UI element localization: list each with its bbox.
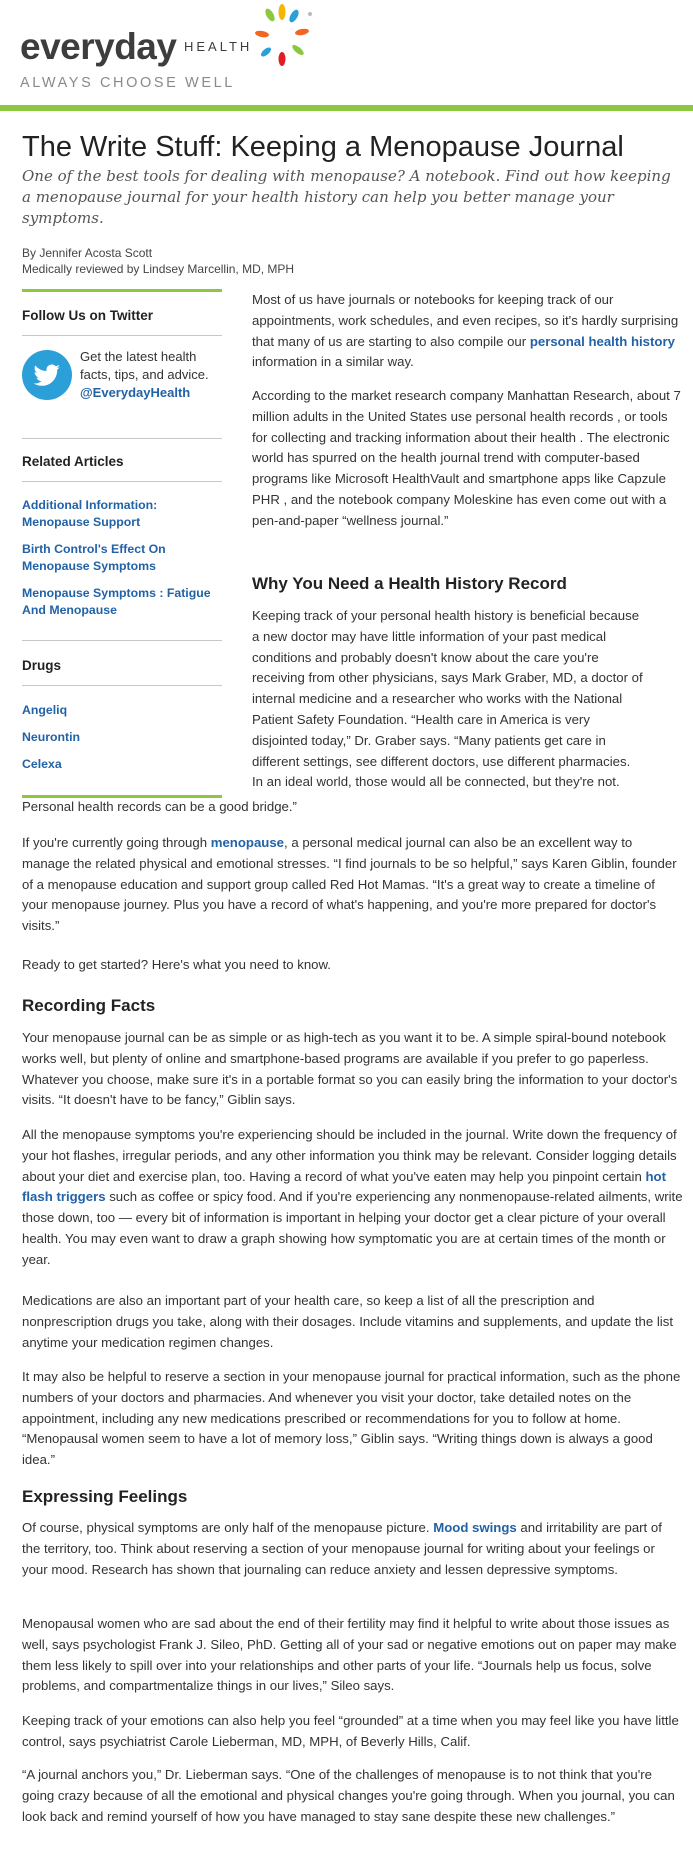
paragraph-text: Of course, physical symptoms are only half of the menopause picture. xyxy=(22,1520,434,1535)
twitter-bird-icon[interactable] xyxy=(22,350,72,400)
section-heading-facts: Recording Facts xyxy=(22,996,156,1015)
paragraph-line: In an ideal world, those would all be connected, but they're not. xyxy=(252,774,620,790)
body-paragraph: It may also be helpful to reserve a section in your menopause journal for practical information, such as the phone numbers of your doctors and pharmacies. And whenever you visit your doctor, take detailed notes on the appointment, including any new medications prescribed or recommendations for you to follow at home. “Menopausal women seem to have a lot of memory loss,” Giblin says. “Writing things down is always a good idea.” xyxy=(22,1369,681,1468)
body-paragraph xyxy=(22,833,680,937)
body-paragraph: Your menopause journal can be as simple or as high-tech as you want it to be. A simple spiral-bound notebook works well, but plenty of online and smartphone-based programs are available if you prefer to go paperless. Whatever you choose, make sure it's in a portable format so you can easily bring the information to your doctor's visits. “It doesn't have to be fancy,” Giblin says. xyxy=(22,1030,678,1108)
site-header xyxy=(0,0,693,104)
paragraph-line: internal medicine and a researcher who works with the National xyxy=(252,691,623,707)
body-paragraph: According to the market research company Manhattan Research, about 7 million adults in the United States use personal health records , or tools for collecting and tracking information about their health . The electronic world has spurred on the health journal trend with computer-based programs like Microsoft HealthVault and smartphone apps like Capzule PHR , and the notebook company Moleskine has even come out with a pen-and-paper “wellness journal.” xyxy=(252,388,681,528)
paragraph-text: such as coffee or spicy food. And if you're experiencing any nonmenopause-related ailments, write those down, too — every bit of information is important in helping your doctor get a clear picture of your overall health. You may even want to draw a graph showing how symptomatic you are at certain times of the month or year. xyxy=(22,1189,683,1267)
body-paragraph xyxy=(22,1518,682,1580)
paragraph-text: , a personal medical journal can also be an excellent way to manage the related physical and emotional stresses. “I find journals to be so helpful,” says Karen Giblin, founder of a menopause education and support group called Red Hot Mamas. “It's a great way to create a timeline of your menopause journey. Plus you have a record of what's happening, and you're more prepared for doctor's visits.” xyxy=(22,835,677,934)
sidebar-divider xyxy=(22,335,222,336)
twitter-heading: Follow Us on Twitter xyxy=(22,308,153,323)
paragraph-text: If you're currently going through xyxy=(22,835,211,850)
body-paragraph: Keeping track of your emotions can also help you feel “grounded” at a time when you may feel like you have little control, says psychiatrist Carole Lieberman, MD, MPH, of Beverly Hills, Calif. xyxy=(22,1713,679,1749)
paragraph-line: disjointed today,” Dr. Graber says. “Many patients get care in xyxy=(252,732,606,748)
body-paragraph xyxy=(252,290,682,373)
related-articles-list xyxy=(22,497,222,619)
twitter-promo-text xyxy=(80,348,222,402)
paragraph-text: All the menopause symptoms you're experiencing should be included in the journal. Write down the frequency of your hot flashes, irregular periods, and any other information you think may be relevant. Consider logging details about your diet and exercise plan, too. Having a record of what you've eaten may help you pinpoint certain xyxy=(22,1127,677,1184)
logo-burst-icon xyxy=(240,2,320,82)
logo-health-text: HEALTH xyxy=(184,39,253,54)
drugs-list xyxy=(22,702,222,773)
twitter-promo xyxy=(22,350,222,438)
related-articles-heading: Related Articles xyxy=(22,454,124,469)
paragraph-line: a new doctor may have little information of your past medical xyxy=(252,628,607,644)
related-article-link[interactable]: Additional Information: Menopause Support xyxy=(22,498,158,529)
body-paragraph-wrap xyxy=(252,606,692,793)
paragraph-line: receiving from other physicians, says Mark Graber, MD, a doctor of xyxy=(252,670,643,686)
twitter-handle-link[interactable]: @EverydayHealth xyxy=(80,385,191,400)
menopause-link[interactable]: menopause xyxy=(210,835,285,850)
hot-flash-triggers-link[interactable]: hot flash triggers xyxy=(22,1168,666,1205)
paragraph-line: Keeping track of your personal health history is beneficial because xyxy=(252,608,640,623)
drug-link[interactable]: Celexa xyxy=(22,757,62,771)
article-title: The Write Stuff: Keeping a Menopause Journal xyxy=(22,131,624,163)
byline xyxy=(22,245,294,277)
personal-health-history-link[interactable]: personal health history xyxy=(529,333,675,349)
drug-link[interactable]: Neurontin xyxy=(22,730,81,744)
paragraph-line: Patient Safety Foundation. “Health care in America is very xyxy=(252,711,590,727)
author: By Jennifer Acosta Scott xyxy=(22,246,153,260)
sidebar xyxy=(22,289,222,798)
sidebar-divider xyxy=(22,438,222,439)
sidebar-divider xyxy=(22,640,222,641)
body-paragraph: Menopausal women who are sad about the end of their fertility may find it helpful to write about those issues as well, says psychologist Frank J. Sileo, PhD. Getting all of your sad or negative emotions out on paper may make them less likely to spill over into your relationships and other parts of your life. “Journals help us focus, solve problems, and compartmentalize things in our lives,” Sileo says. xyxy=(22,1616,677,1694)
body-paragraph xyxy=(22,1125,684,1271)
medical-reviewer: Medically reviewed by Lindsey Marcellin, MD, MPH xyxy=(22,262,295,276)
related-article-link[interactable]: Birth Control's Effect On Menopause Symptoms xyxy=(22,542,166,573)
paragraph-text: information in a similar way. xyxy=(252,354,414,370)
paragraph-line: conditions and probably doesn't know about the care you're xyxy=(252,649,599,665)
body-paragraph: Personal health records can be a good bridge.” xyxy=(22,799,297,814)
paragraph-line: different settings, see different doctors, use different pharmacies. xyxy=(252,753,631,769)
sidebar-rule xyxy=(22,289,222,292)
drugs-heading: Drugs xyxy=(22,658,62,673)
sidebar-divider xyxy=(22,685,222,686)
site-logo[interactable] xyxy=(0,0,330,100)
sidebar-divider xyxy=(22,481,222,482)
mood-swings-link[interactable]: Mood swings xyxy=(433,1520,517,1535)
paragraph-text: Most of us have journals or notebooks for keeping track of our appointments, work schedules, and even recipes, so it's hardly surprising that many of us are starting to also compile our xyxy=(252,292,679,349)
article-subtitle: One of the best tools for dealing with menopause? A notebook. Find out how keeping a menopause journal for your health history can help you better manage your symptoms. xyxy=(22,167,671,227)
drug-link[interactable]: Angeliq xyxy=(22,703,68,717)
logo-tagline: ALWAYS CHOOSE WELL xyxy=(20,75,235,91)
section-heading-why: Why You Need a Health History Record xyxy=(252,574,567,593)
body-paragraph: Ready to get started? Here's what you need to know. xyxy=(22,957,331,972)
paragraph-text: and irritability are part of the territory, too. Think about reserving a section of your menopause journal for writing about your feelings or your mood. Research has shown that journaling can reduce anxiety and lessen depressive symptoms. xyxy=(22,1520,662,1577)
related-article-link[interactable]: Menopause Symptoms : Fatigue And Menopause xyxy=(22,586,211,617)
body-paragraph: “A journal anchors you,” Dr. Lieberman says. “One of the challenges of menopause is to not think that you're going crazy because of all the emotional and physical changes you're going through. When you journal, you can look back and remind yourself of how you have managed to stay sane despite these new challenges.” xyxy=(22,1767,675,1824)
twitter-promo-blurb: Get the latest health facts, tips, and advice. xyxy=(80,349,209,382)
header-divider xyxy=(0,105,693,111)
section-heading-feelings: Expressing Feelings xyxy=(22,1487,188,1506)
logo-wordmark: everyday xyxy=(20,26,177,67)
body-paragraph: Medications are also an important part of your health care, so keep a list of all the prescription and nonprescription drugs you take, along with their dosages. Include vitamins and supplements, and update the list anytime your medication regimen changes. xyxy=(22,1293,673,1350)
